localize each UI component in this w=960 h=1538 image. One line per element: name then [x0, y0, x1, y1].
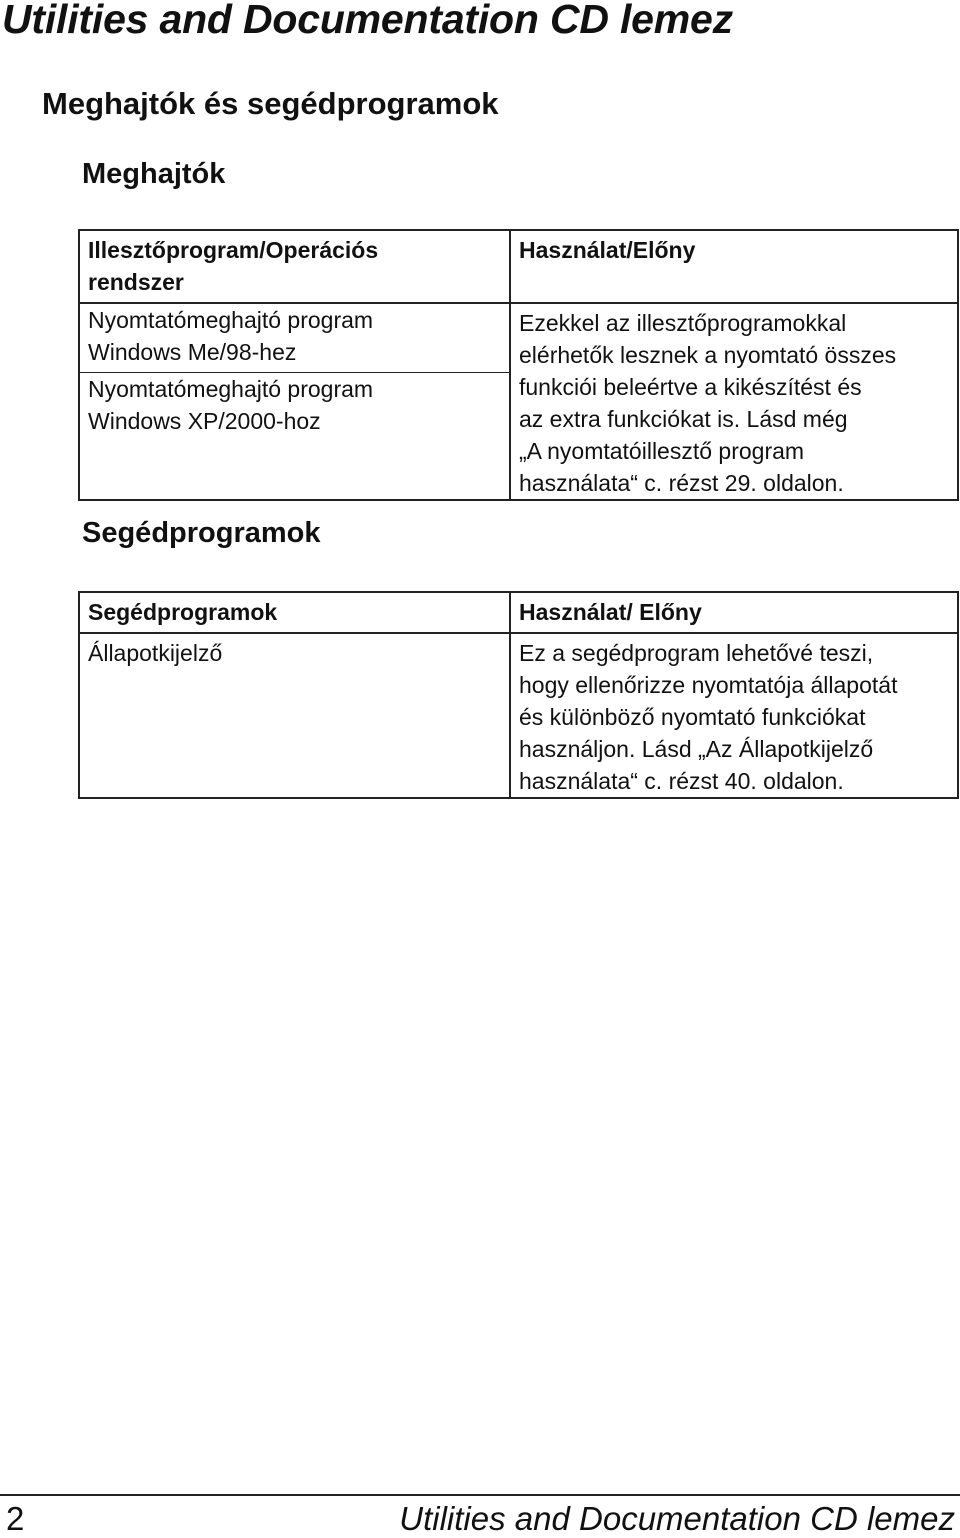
drivers-name-cell [79, 303, 510, 500]
footer-divider [0, 1494, 960, 1496]
table-header-row [79, 230, 958, 303]
utilities-table [78, 591, 959, 799]
driver-xp2000: Nyomtatómeghajtó program Windows XP/2000-hoz [80, 372, 509, 437]
utilities-col1-header [79, 592, 510, 633]
drivers-table [78, 229, 959, 501]
table-header-row [79, 592, 958, 633]
drivers-col2-header-text: Használat/Előny [519, 237, 696, 263]
drivers-col1-header [79, 230, 510, 303]
utility-status-monitor: Állapotkijelző [88, 640, 223, 666]
drivers-heading: Meghajtók [82, 158, 226, 190]
drivers-usage-cell [510, 303, 958, 500]
drivers-col2-header [510, 230, 958, 303]
table-row [79, 633, 958, 798]
drivers-usage-text: Ezekkel az illesztőprogramokkal elérhetők lesznek a nyomtató összes funkciói beleértve a kikészítést és az extra funkciókat is. Lásd még „A nyomtatóillesztő program használata“ c. rézst 29. oldalon. [519, 310, 897, 496]
driver-me98: Nyomtatómeghajtó program Windows Me/98-hez [88, 307, 374, 365]
utilities-name-cell [79, 633, 510, 798]
page-number: 2 [6, 1500, 25, 1537]
utilities-usage-cell [510, 633, 958, 798]
utilities-col2-header [510, 592, 958, 633]
utilities-col2-header-text: Használat/ Előny [519, 599, 702, 625]
utilities-usage-text: Ez a segédprogram lehetővé teszi, hogy ellenőrizze nyomtatója állapotát és különböző nyomtató funkciókat használjon. Lásd „Az Állapotkijelző használata“ c. rézst 40. oldalon. [519, 640, 898, 794]
utilities-col1-header-text: Segédprogramok [88, 599, 278, 625]
footer-title: Utilities and Documentation CD lemez [399, 1500, 955, 1537]
section-title: Meghajtók és segédprogramok [42, 86, 499, 121]
utilities-heading: Segédprogramok [82, 517, 321, 549]
page-title: Utilities and Documentation CD lemez [2, 0, 733, 42]
table-row [79, 303, 958, 500]
drivers-col1-header-text: Illesztőprogram/Operációs rendszer [88, 237, 379, 295]
